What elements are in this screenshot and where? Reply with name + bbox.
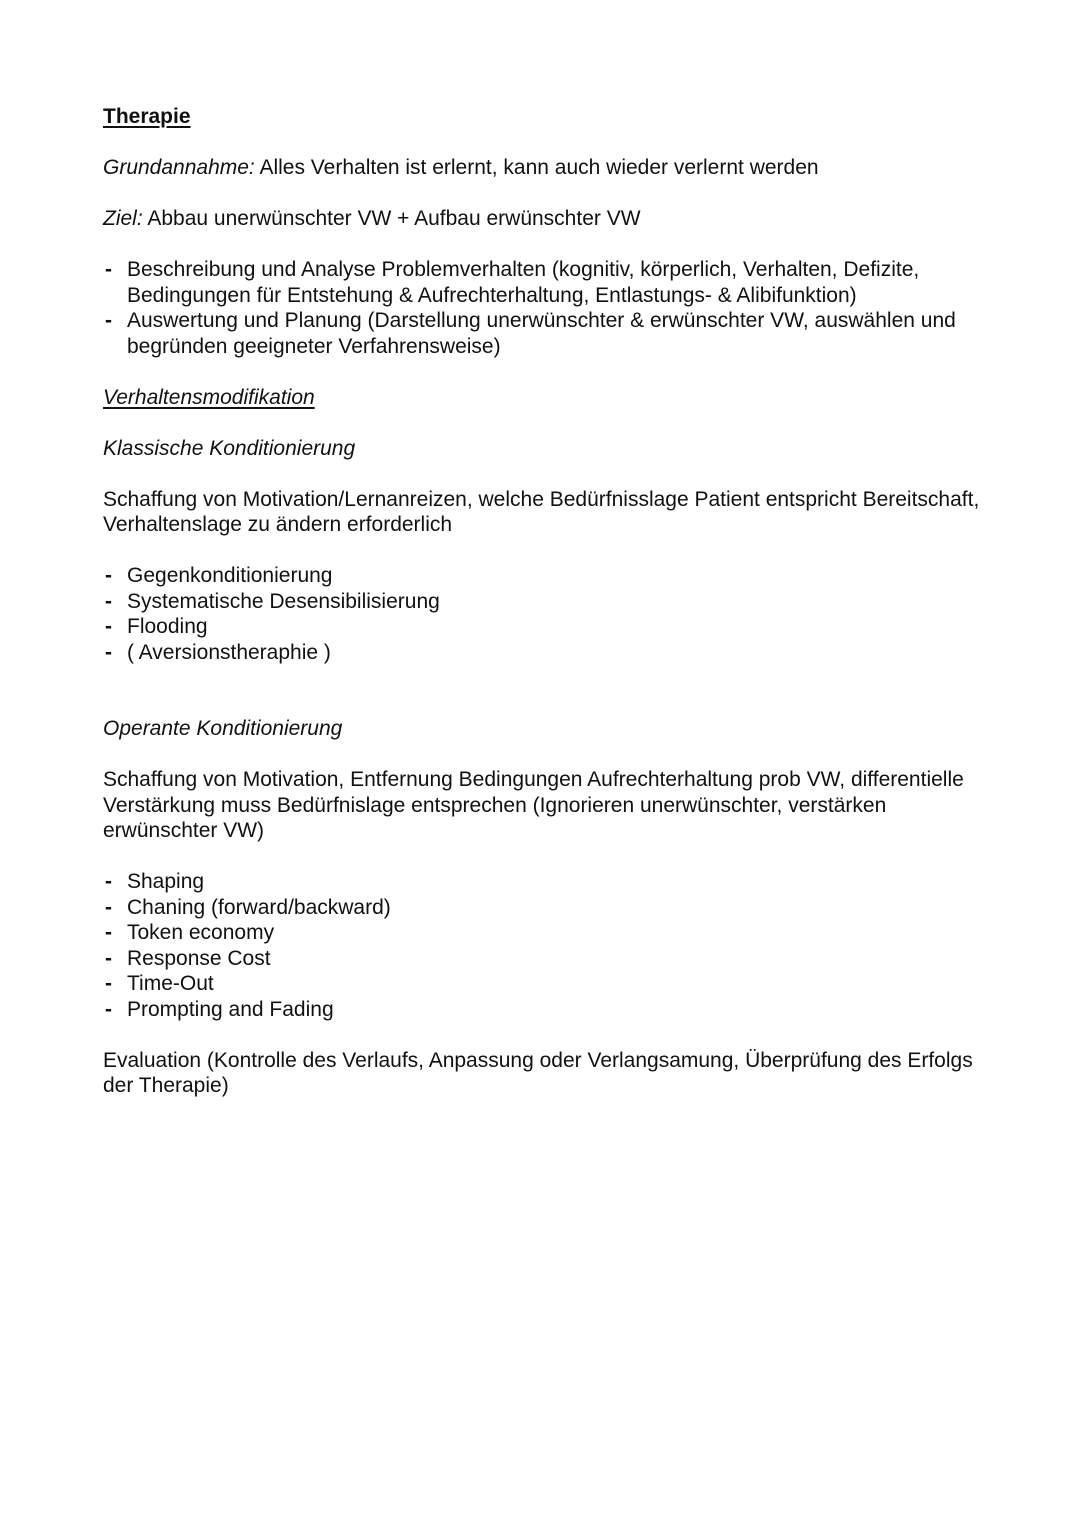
section-title: Verhaltensmodifikation — [103, 385, 315, 409]
ziel-text: Abbau unerwünschter VW + Aufbau erwünschter VW — [142, 207, 641, 230]
list-item: - Systematische Desensibilisierung — [103, 589, 983, 615]
ziel-list — [103, 257, 983, 359]
operant-title: Operante Konditionierung — [103, 717, 343, 740]
document-page — [103, 104, 983, 1099]
klassisch-list — [103, 563, 983, 665]
operant-text: Schaffung von Motivation, Entfernung Bedingungen Aufrechterhaltung prob VW, differentielle Verstärkung muss Bedürfnislage entsprechen (Ignorieren unerwünschter, verstärken erwünschter VW) — [103, 768, 964, 842]
list-item: - Gegenkonditionierung — [103, 563, 983, 589]
page-title: Therapie — [103, 105, 191, 128]
klassisch-text: Schaffung von Motivation/Lernanreizen, welche Bedürfnisslage Patient entspricht Bereitschaft, Verhaltenslage zu ändern erforderlich — [103, 487, 980, 536]
list-item: - Response Cost — [103, 946, 983, 972]
list-item: - Flooding — [103, 614, 983, 640]
operant-list — [103, 869, 983, 1022]
list-item: - Token economy — [103, 920, 983, 946]
grundannahme-text: Alles Verhalten ist erlernt, kann auch wieder verlernt werden — [254, 156, 819, 179]
list-item: - Chaning (forward/backward) — [103, 895, 983, 921]
list-item: - Beschreibung und Analyse Problemverhalten (kognitiv, körperlich, Verhalten, Defizite, Bedingungen für Entstehung & Aufrechterhaltung, Entlastungs- & Alibifunktion) — [103, 257, 983, 308]
evaluation-text: Evaluation (Kontrolle des Verlaufs, Anpassung oder Verlangsamung, Überprüfung des Erfolgs der Therapie) — [103, 1048, 973, 1097]
ziel-label: Ziel: — [103, 207, 143, 230]
list-item: - ( Aversionstheraphie ) — [103, 640, 983, 666]
klassisch-title: Klassische Konditionierung — [103, 436, 356, 460]
list-item: - Time-Out — [103, 971, 983, 997]
grundannahme-label: Grundannahme: — [103, 156, 255, 179]
list-item: - Prompting and Fading — [103, 997, 983, 1023]
list-item: - Shaping — [103, 869, 983, 895]
grundannahme-line — [103, 155, 983, 181]
ziel-line — [103, 206, 983, 232]
list-item: - Auswertung und Planung (Darstellung unerwünschter & erwünschter VW, auswählen und begründen geeigneter Verfahrensweise) — [103, 308, 983, 359]
